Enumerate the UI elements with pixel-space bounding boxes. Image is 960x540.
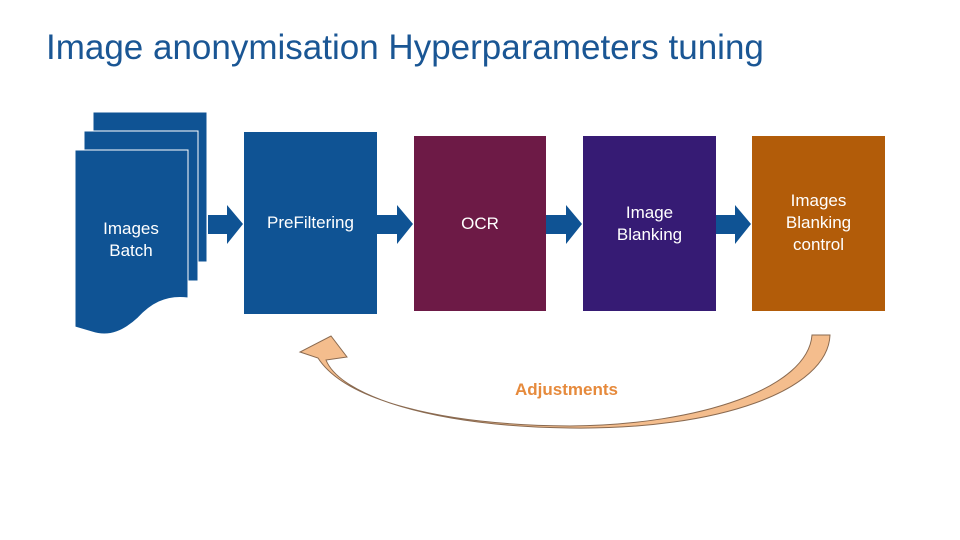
flow-arrow-blanking-to-control: [716, 205, 751, 244]
adjustments-label: Adjustments: [515, 380, 618, 399]
flow-arrow-batch-to-prefiltering: [208, 205, 243, 244]
flow-arrow-ocr-to-image-blanking: [546, 205, 582, 244]
stage-ocr-label: OCR: [461, 213, 499, 233]
stage-images-blanking-control: [752, 136, 885, 311]
stage-prefiltering-label: PreFiltering: [267, 213, 354, 232]
images-batch-label: Images Batch: [103, 219, 159, 260]
stage-image-blanking-label: Image Blanking: [616, 202, 683, 244]
flow-arrow-prefiltering-to-ocr: [377, 205, 413, 244]
stage-prefiltering: [244, 132, 377, 314]
stage-images-blanking-control-label: Images Blanking control: [785, 190, 852, 254]
page-title: Image anonymisation Hyperparameters tuning: [46, 28, 764, 67]
stage-image-blanking: [583, 136, 716, 311]
stage-ocr: [414, 136, 546, 311]
